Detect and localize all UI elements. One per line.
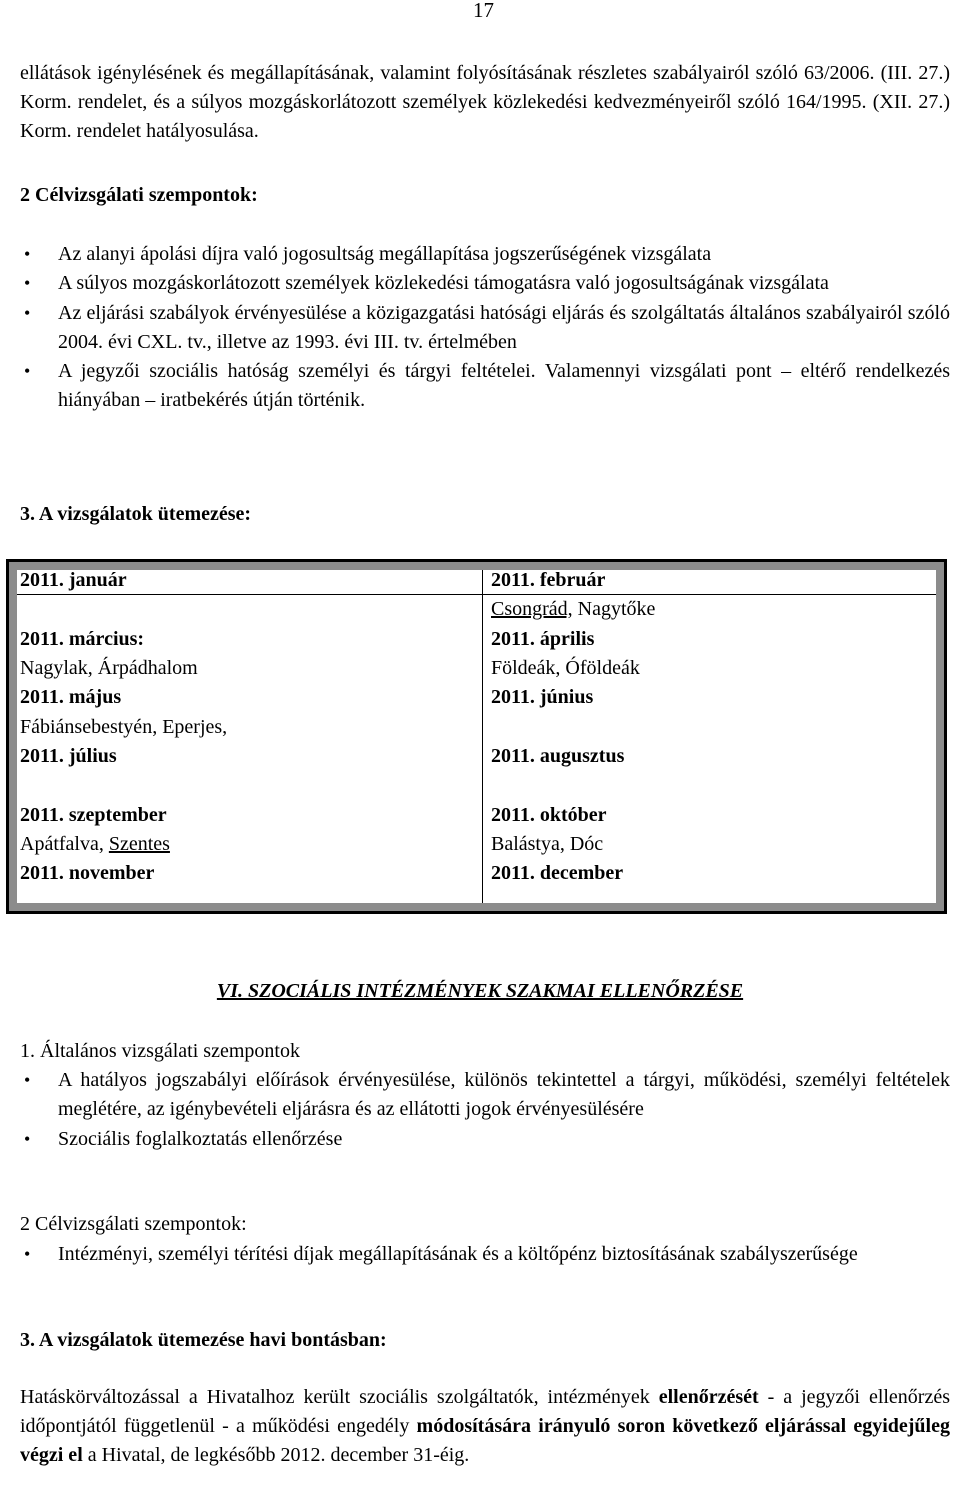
schedule-locations-cell — [20, 830, 170, 859]
schedule-locations-cell — [491, 595, 655, 624]
schedule-month-cell: 2011. január — [20, 569, 127, 591]
closing-text: a Hivatal, de legkésőbb 2012. december 31-éig. — [82, 1444, 470, 1466]
section6-bullet-list-general — [20, 1066, 950, 1154]
schedule-locations-cell: Nagylak, Árpádhalom — [20, 657, 198, 679]
schedule-month-cell: 2011. március: — [20, 628, 145, 650]
bullet-item: • A jegyzői szociális hatóság személyi és tárgyi feltételei. Valamennyi vizsgálati pont – eltérő rendelkezés hiányában – iratbekérés útján történik. — [20, 357, 950, 416]
table-frame-right — [936, 562, 944, 911]
bullet-item: • Az eljárási szabályok érvényesülése a közigazgatási hatósági eljárás és szolgáltatás általános szabályairól szóló 2004. évi CXL. tv., illetve az 1993. évi III. tv. értelmében — [20, 299, 950, 358]
underlined-place-name: Csongrád, — [491, 598, 573, 620]
schedule-month-cell: 2011. április — [491, 628, 595, 650]
schedule-month-cell: 2011. szeptember — [20, 804, 167, 826]
closing-text: - a jegyzői ellenőrzés időpontjától függetlenül - a működési engedély — [20, 1386, 951, 1437]
schedule-table — [6, 559, 947, 914]
table-frame-top — [9, 562, 944, 570]
closing-paragraph — [20, 1383, 950, 1470]
section5-heading-target-criteria: 2 Célvizsgálati szempontok: — [20, 184, 258, 206]
table-column-divider — [482, 570, 483, 903]
table-frame-bottom — [9, 903, 944, 911]
section5-bullet-list — [20, 240, 950, 416]
closing-emphasis: ellenőrzését — [658, 1386, 759, 1408]
section6-title: VI. SZOCIÁLIS INTÉZMÉNYEK SZAKMAI ELLENŐRZÉSE — [216, 980, 744, 1002]
page-number: 17 — [473, 0, 494, 22]
schedule-month-cell: 2011. augusztus — [491, 745, 625, 767]
schedule-locations-cell: Földeák, Óföldeák — [491, 657, 640, 679]
intro-paragraph: ellátások igénylésének és megállapításának, valamint folyósításának részletes szabályairól szóló 63/2006. (III. 27.) Korm. rendelet, és a súlyos mozgáskorlátozott személyek közlekedési kedvezményeiről szóló 164/1995. (XII. 27.) Korm. rendelet hatályosulása. — [20, 62, 950, 142]
bullet-item: • A hatályos jogszabályi előírások érvényesülése, különös tekintettel a tárgyi, működési, személyi feltételek meglétére, az igénybevételi eljárásra és az ellátotti jogok érvényesülésére — [20, 1066, 950, 1125]
schedule-month-cell: 2011. február — [491, 569, 606, 591]
schedule-locations-text: Apátfalva, Szentes — [20, 833, 170, 855]
closing-emphasis: módosítására irányuló soron következő eljárással egyidejűleg végzi el — [20, 1415, 950, 1466]
closing-text: Hatáskörváltozással a Hivatalhoz került szociális szolgáltatók, intézmények — [20, 1386, 659, 1408]
bullet-item: • Az alanyi ápolási díjra való jogosultság megállapítása jogszerűségének vizsgálata — [20, 240, 950, 269]
section6-heading-target-criteria: 2 Célvizsgálati szempontok: — [20, 1213, 247, 1235]
section6-bullet-list-target — [20, 1240, 950, 1269]
table-frame-left — [9, 562, 17, 911]
schedule-month-cell: 2011. július — [20, 745, 117, 767]
section5-heading-schedule: 3. A vizsgálatok ütemezése: — [20, 503, 252, 525]
section6-heading-general-criteria: 1. Általános vizsgálati szempontok — [20, 1040, 300, 1062]
schedule-month-cell: 2011. október — [491, 804, 607, 826]
schedule-month-cell: 2011. május — [20, 686, 122, 708]
schedule-locations-cell: Fábiánsebestyén, Eperjes, — [20, 716, 228, 738]
bullet-item: • Szociális foglalkoztatás ellenőrzése — [20, 1125, 950, 1154]
bullet-item: • A súlyos mozgáskorlátozott személyek közlekedési támogatásra való jogosultságának vizsgálata — [20, 269, 950, 298]
schedule-month-cell: 2011. június — [491, 686, 594, 708]
table-gridline — [17, 594, 936, 595]
schedule-locations-cell: Balástya, Dóc — [491, 833, 604, 855]
bullet-item: • Intézményi, személyi térítési díjak megállapításának és a költőpénz biztosításának szabályszerűsége — [20, 1240, 950, 1269]
underlined-place-name: Szentes — [108, 833, 170, 855]
section6-heading-schedule: 3. A vizsgálatok ütemezése havi bontásban: — [20, 1329, 387, 1351]
schedule-locations-text: Csongrád, Nagytőke — [491, 598, 656, 620]
schedule-month-cell: 2011. november — [20, 862, 155, 884]
schedule-month-cell: 2011. december — [491, 862, 624, 884]
